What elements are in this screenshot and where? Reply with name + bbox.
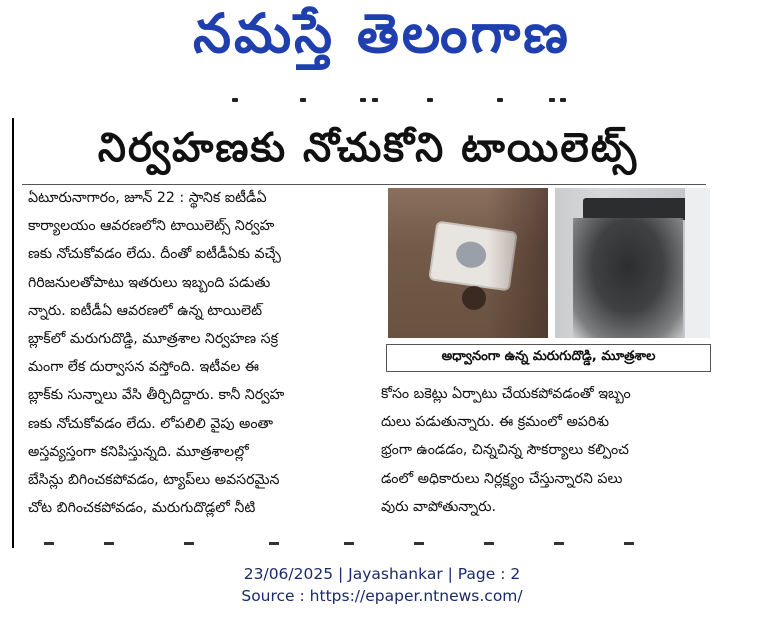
article-line: వురు వాపోతున్నారు. [381,498,497,515]
urinal-stain-image [573,218,683,338]
article-line: కోసం బకెట్లు ఏర్పాటు చేయకపోవడంతో ఇబ్బం [381,386,631,402]
photo-caption: అధ్వానంగా ఉన్న మరుగుదొడ్డి, మూత్రశాల [386,344,711,372]
urinal-photo [555,188,710,338]
footer [0,563,764,607]
article-line: న్నారు. ఐటీడీఏ ఆవరణలో ఉన్న టాయిలెట్ [28,302,263,319]
toilet-photo [388,188,548,338]
article-line: ణకు నోచుకోవడం లేదు. లోపలిలి వైపు అంతా [28,415,274,432]
article-line: చోట బిగించకపోవడం, మరుగుదొడ్లలో నీటి [28,500,256,517]
article-line: డంలో అధికారులు నిర్లక్ష్యం చేస్తున్నారని పలు [381,470,623,487]
article-line: బ్లాక్‌కు సున్నాలు వేసి తీర్చిదిద్దారు. కానీ నిర్వహ [28,387,285,404]
masthead [0,0,764,80]
article-right-column [381,380,708,521]
dateline-strip [0,96,764,108]
newspaper-clipping [12,118,714,548]
article-line: అస్తవ్యస్తంగా కనిపిస్తున్నది. మూత్రశాలల్లో [28,443,249,460]
footer-source-line: Source : https://epaper.ntnews.com/ [241,587,523,605]
article-line: బ్లాక్‌లో మరుగుదొడ్డి, మూత్రశాల నిర్వహణ సక్ర [28,331,279,348]
article-line: భ్రంగా ఉండడం, చిన్నచిన్న సౌకర్యాలు కల్పించ [381,442,629,459]
article-line: దులు పడుతున్నారు. ఈ క్రమంలో అపరిశు [381,414,610,431]
article-left-column [28,184,378,522]
article-line: మంగా లేక దుర్వాసన వస్తోంది. ఇటీవల ఈ [28,359,259,376]
article-line: బేసిన్లు బిగించకపోవడం, ట్యాప్‌లు అవసరమైన [28,472,280,489]
article-line: కార్యాలయం ఆవరణలోని టాయిలెట్స్ నిర్వహ [28,218,275,235]
article-headline: నిర్వహణకు నోచుకోని టాయిలెట్స్ [97,125,639,171]
article-line: గిరిజనులతోపాటు ఇతరులు ఇబ్బంది పడుతు [28,274,271,291]
article-line: ఏటూరునాగారం, జూన్ 22 : స్థానిక ఐటీడీఏ [28,190,267,206]
cut-off-line-strip [14,542,714,548]
article-line: ణకు నోచుకోవడం లేదు. దీంతో ఐటీడీఏకు వచ్చే [28,246,281,263]
footer-edition-line: 23/06/2025 | Jayashankar | Page : 2 [243,565,521,583]
masthead-title: నమస్తే తెలంగాణ [193,1,571,65]
